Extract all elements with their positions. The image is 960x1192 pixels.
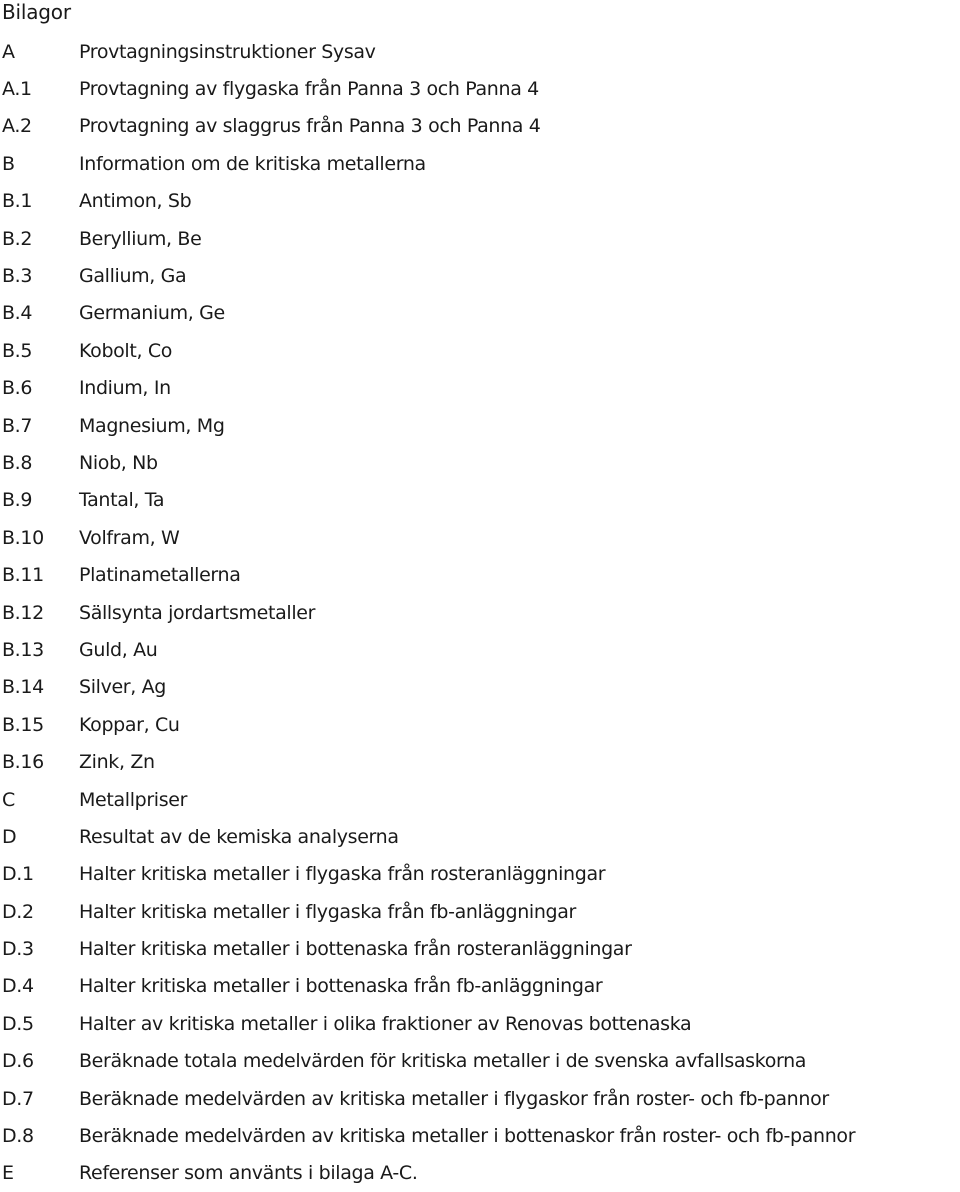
appendix-title: Sällsynta jordartsmetaller	[79, 601, 316, 624]
appendix-code: D.2	[2, 900, 34, 923]
appendix-entry	[2, 706, 960, 743]
appendix-code: B.16	[2, 751, 44, 774]
appendix-title: Halter kritiska metaller i flygaska från fb-anläggningar	[79, 900, 576, 923]
appendix-title: Volfram, W	[79, 526, 180, 549]
appendix-title: Tantal, Ta	[79, 489, 165, 512]
appendix-title: Kobolt, Co	[79, 339, 173, 362]
appendix-title: Referenser som använts i bilaga A-C.	[79, 1162, 418, 1185]
appendix-code: B.9	[2, 489, 33, 512]
appendix-code: A.1	[2, 78, 32, 101]
appendix-entry	[2, 145, 960, 182]
appendix-entry	[2, 556, 960, 593]
appendix-entry	[2, 332, 960, 369]
appendix-code: B.6	[2, 377, 33, 400]
appendix-entry	[2, 295, 960, 332]
appendix-title: Beräknade medelvärden av kritiska metaller i flygaskor från roster- och fb-pannor	[79, 1087, 829, 1110]
appendix-entry	[2, 519, 960, 556]
appendix-title: Beryllium, Be	[79, 227, 202, 250]
appendix-title: Germanium, Ge	[79, 302, 225, 325]
appendix-code: D.7	[2, 1087, 34, 1110]
appendix-code: B.2	[2, 227, 33, 250]
appendix-title: Guld, Au	[79, 638, 158, 661]
appendix-code: B.11	[2, 564, 44, 587]
appendix-code: C	[2, 788, 15, 811]
appendix-title: Gallium, Ga	[79, 265, 187, 288]
appendix-code: B.14	[2, 676, 44, 699]
page-heading: Bilagor	[2, 0, 71, 24]
appendix-code: A.2	[2, 115, 32, 138]
appendix-code: B.3	[2, 265, 33, 288]
appendix-code: B.5	[2, 339, 33, 362]
appendix-title: Halter av kritiska metaller i olika fraktioner av Renovas bottenaska	[79, 1012, 692, 1035]
appendix-entry	[2, 743, 960, 780]
appendix-title: Niob, Nb	[79, 451, 158, 474]
appendix-code: E	[2, 1162, 14, 1185]
appendix-code: B.12	[2, 601, 44, 624]
appendix-entry	[2, 1043, 960, 1080]
appendix-code: D.3	[2, 938, 34, 961]
appendix-entry	[2, 893, 960, 930]
appendix-title: Zink, Zn	[79, 751, 155, 774]
appendix-title: Provtagning av slaggrus från Panna 3 och Panna 4	[79, 115, 541, 138]
appendix-title: Provtagningsinstruktioner Sysav	[79, 40, 376, 63]
appendix-code: B.8	[2, 451, 33, 474]
appendix-entry	[2, 669, 960, 706]
appendix-title: Magnesium, Mg	[79, 414, 225, 437]
appendix-entry	[2, 856, 960, 893]
appendix-entry	[2, 33, 960, 70]
appendix-entry	[2, 370, 960, 407]
appendix-entry	[2, 108, 960, 145]
appendix-list	[2, 33, 960, 1192]
appendix-code: D.1	[2, 863, 34, 886]
appendix-entry	[2, 631, 960, 668]
appendix-entry	[2, 1005, 960, 1042]
appendix-entry	[2, 70, 960, 107]
appendix-code: D.8	[2, 1125, 34, 1148]
appendix-title: Antimon, Sb	[79, 190, 192, 213]
appendix-entry	[2, 183, 960, 220]
appendix-code: B.15	[2, 713, 44, 736]
appendix-code: B.7	[2, 414, 33, 437]
appendix-code: A	[2, 40, 15, 63]
appendix-title: Koppar, Cu	[79, 713, 180, 736]
appendix-entry	[2, 407, 960, 444]
appendix-title: Metallpriser	[79, 788, 188, 811]
appendix-title: Resultat av de kemiska analyserna	[79, 825, 399, 848]
appendix-title: Halter kritiska metaller i bottenaska från rosteranläggningar	[79, 938, 632, 961]
appendix-title: Provtagning av flygaska från Panna 3 och Panna 4	[79, 78, 539, 101]
appendix-code: B.13	[2, 638, 44, 661]
appendix-title: Halter kritiska metaller i bottenaska från fb-anläggningar	[79, 975, 603, 998]
appendix-code: D.5	[2, 1012, 34, 1035]
appendix-entry	[2, 444, 960, 481]
appendix-code: D	[2, 825, 17, 848]
appendix-title: Silver, Ag	[79, 676, 167, 699]
appendix-entry	[2, 1080, 960, 1117]
appendix-entry	[2, 930, 960, 967]
appendix-entry	[2, 594, 960, 631]
appendix-entry	[2, 968, 960, 1005]
appendix-title: Beräknade medelvärden av kritiska metaller i bottenaskor från roster- och fb-pannor	[79, 1125, 856, 1148]
appendix-code: B	[2, 152, 15, 175]
appendix-title: Platinametallerna	[79, 564, 241, 587]
appendix-entry	[2, 781, 960, 818]
appendix-entry	[2, 220, 960, 257]
appendix-title: Halter kritiska metaller i flygaska från rosteranläggningar	[79, 863, 606, 886]
appendix-entry	[2, 482, 960, 519]
appendix-entry	[2, 818, 960, 855]
appendix-title: Indium, In	[79, 377, 171, 400]
appendix-code: B.4	[2, 302, 33, 325]
appendix-code: D.4	[2, 975, 34, 998]
appendix-code: D.6	[2, 1050, 34, 1073]
appendix-code: B.10	[2, 526, 44, 549]
appendix-entry	[2, 1155, 960, 1192]
appendix-title: Beräknade totala medelvärden för kritiska metaller i de svenska avfallsaskorna	[79, 1050, 807, 1073]
appendix-title: Information om de kritiska metallerna	[79, 152, 426, 175]
appendix-code: B.1	[2, 190, 33, 213]
appendix-entry	[2, 257, 960, 294]
appendix-entry	[2, 1117, 960, 1154]
